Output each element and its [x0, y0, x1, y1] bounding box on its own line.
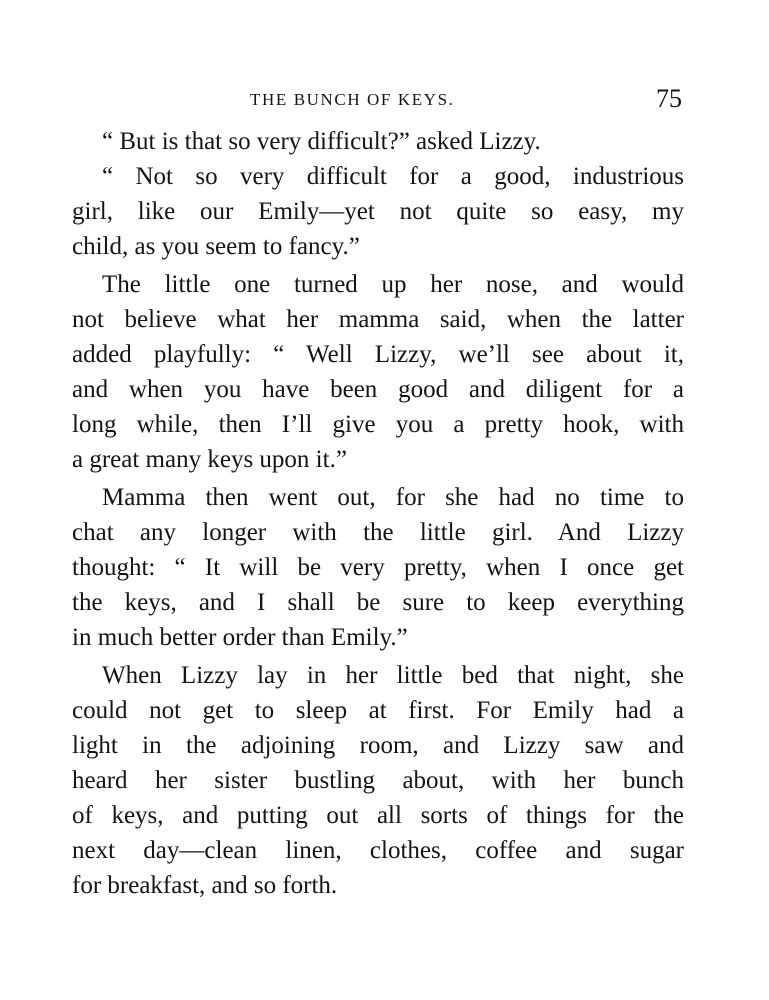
text-line: could not get to sleep at first. For Emily had a [72, 697, 684, 724]
text-line: a great many keys upon it.” [72, 446, 347, 473]
body-text [72, 124, 684, 903]
text-line: not believe what her mamma said, when the latter [72, 306, 684, 333]
running-title: THE BUNCH OF KEYS. [250, 90, 455, 109]
text-line: added playfully: “ Well Lizzy, we’ll see about it, [72, 341, 684, 368]
text-line: thought: “ It will be very pretty, when I once get [72, 554, 684, 581]
text-line: of keys, and putting out all sorts of things for the [72, 802, 684, 829]
text-line: in much better order than Emily.” [72, 624, 408, 651]
text-line: “ But is that so very difficult?” asked Lizzy. [102, 128, 541, 155]
text-line: the keys, and I shall be sure to keep everything [72, 589, 684, 616]
text-line: and when you have been good and diligent for a [72, 376, 684, 403]
page-number: 75 [656, 84, 682, 113]
text-line: The little one turned up her nose, and would [102, 271, 684, 298]
text-line: Mamma then went out, for she had no time to [102, 484, 684, 511]
text-line: chat any longer with the little girl. And Lizzy [72, 519, 684, 546]
text-line: “ Not so very difficult for a good, industrious [102, 163, 684, 190]
text-line: light in the adjoining room, and Lizzy saw and [72, 732, 684, 759]
text-line: girl, like our Emily—yet not quite so easy, my [72, 198, 684, 225]
text-line: heard her sister bustling about, with her bunch [72, 767, 684, 794]
text-line: child, as you seem to fancy.” [72, 233, 360, 260]
running-head [72, 84, 686, 114]
text-line: next day—clean linen, clothes, coffee and sugar [72, 837, 684, 864]
text-line: When Lizzy lay in her little bed that night, she [102, 662, 684, 689]
text-line: for breakfast, and so forth. [72, 872, 338, 899]
text-line: long while, then I’ll give you a pretty hook, with [72, 411, 684, 438]
